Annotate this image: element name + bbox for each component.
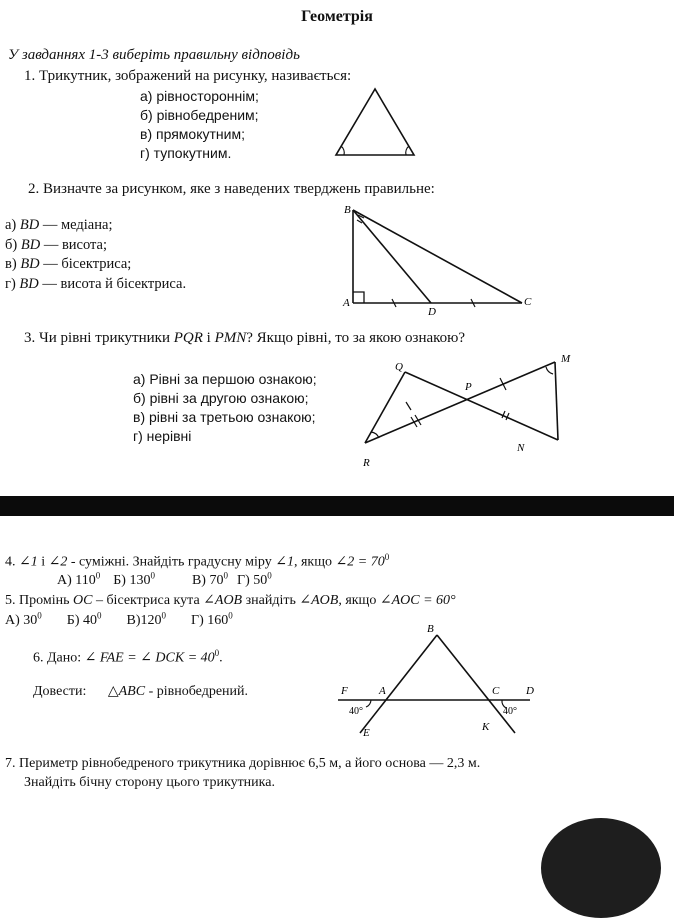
q1-option-b: б) рівнобедреним; [140, 107, 259, 123]
q6-label-c: C [492, 685, 500, 697]
q3-option-c: в) рівні за третьою ознакою; [133, 409, 316, 425]
q6-label-b: B [427, 623, 434, 635]
q2-label-d: D [428, 306, 436, 318]
q1-triangle-figure [330, 85, 420, 160]
q3-text: 3. Чи рівні трикутники PQR і PMN? Якщо рівні, то за якою ознакою? [24, 330, 466, 346]
q7-line1: 7. Периметр рівнобедреного трикутника дорівнює 6,5 м, а його основа — 2,3 м. [5, 756, 481, 771]
q3-label-r: R [363, 457, 370, 469]
q3-label-q: Q [395, 361, 403, 373]
q5-option-a: А) $30^0$ [5, 610, 42, 628]
q5-options [5, 610, 233, 629]
corner-overlay [541, 818, 661, 918]
q5-text: 5. Промінь OC – бісектриса кута ∠AOB знайдіть ∠AOB, якщо ∠AOC = 60° [5, 593, 456, 608]
q5-option-c: $В)120^0$ [126, 610, 166, 628]
page-separator [0, 496, 674, 516]
q4-option-d: Г) $50^0$ [236, 570, 272, 588]
q2-options [5, 216, 186, 294]
q1-option-d: г) тупокутним. [140, 145, 232, 161]
q2-label-b: B [344, 204, 351, 216]
q5-option-d: Г) $160^0$ [190, 610, 233, 628]
q2-option-d: г) BD — висота й бісектриса. [5, 275, 187, 292]
q2-label-a: A [343, 297, 350, 309]
q6-angle-left: 40° [349, 706, 363, 717]
q1-option-c: в) прямокутним; [140, 126, 245, 142]
q4-text: 4. ∠1 і ∠2 - суміжні. Знайдіть градусну міру ∠1, якщо ∠2 = $70^0$ [5, 552, 390, 570]
q6-label-f: F [341, 685, 348, 697]
q3-triangles-figure [355, 350, 585, 475]
q4-options [57, 570, 272, 589]
q3-options [133, 370, 317, 446]
q3-label-n: N [517, 442, 525, 454]
q3-label-m: M [561, 353, 571, 365]
q2-option-b: б) BD — висота; [5, 236, 108, 253]
q6-prove: Довести: △ABC - рівнобедрений. [33, 684, 249, 699]
q7-line2: Знайдіть бічну сторону цього трикутника. [24, 775, 275, 790]
q6-label-d: D [526, 685, 534, 697]
q2-text: 2. Визначте за рисунком, яке з наведених тверджень правильне: [28, 181, 435, 197]
q3-option-a: а) Рівні за першою ознакою; [133, 371, 317, 387]
q4-option-c: В) $70^0$ [191, 570, 228, 588]
page-title: Геометрія [301, 8, 373, 25]
q4-option-b: Б) $130^0$ [113, 570, 155, 588]
q4-option-a: А) $110^0$ [57, 570, 101, 588]
q2-label-c: C [524, 296, 532, 308]
q1-options [140, 87, 259, 163]
q3-option-b: б) рівні за другою ознакою; [133, 390, 309, 406]
q2-option-a: а) BD — медіана; [5, 217, 113, 233]
q6-label-k: K [482, 721, 490, 733]
q3-label-p: P [465, 381, 472, 393]
q5-option-b: Б) $40^0$ [66, 610, 102, 628]
q3-option-d: г) нерівні [133, 428, 192, 444]
q6-given: 6. Дано: ∠ FAE = ∠ DCK = $40^0$. [33, 648, 223, 666]
q1-text: 1. Трикутник, зображений на рисунку, називається: [24, 68, 352, 84]
instruction: У завданнях 1-3 виберіть правильну відповідь [8, 47, 300, 63]
q2-triangle-figure [340, 200, 540, 320]
q2-option-c: в) BD — бісектриса; [5, 256, 132, 272]
q6-label-a: A [379, 685, 386, 697]
q1-option-a: а) рівностороннім; [140, 88, 259, 104]
q6-triangle-figure [335, 620, 555, 745]
q6-label-e: E [363, 727, 370, 739]
q6-angle-right: 40° [503, 706, 517, 717]
